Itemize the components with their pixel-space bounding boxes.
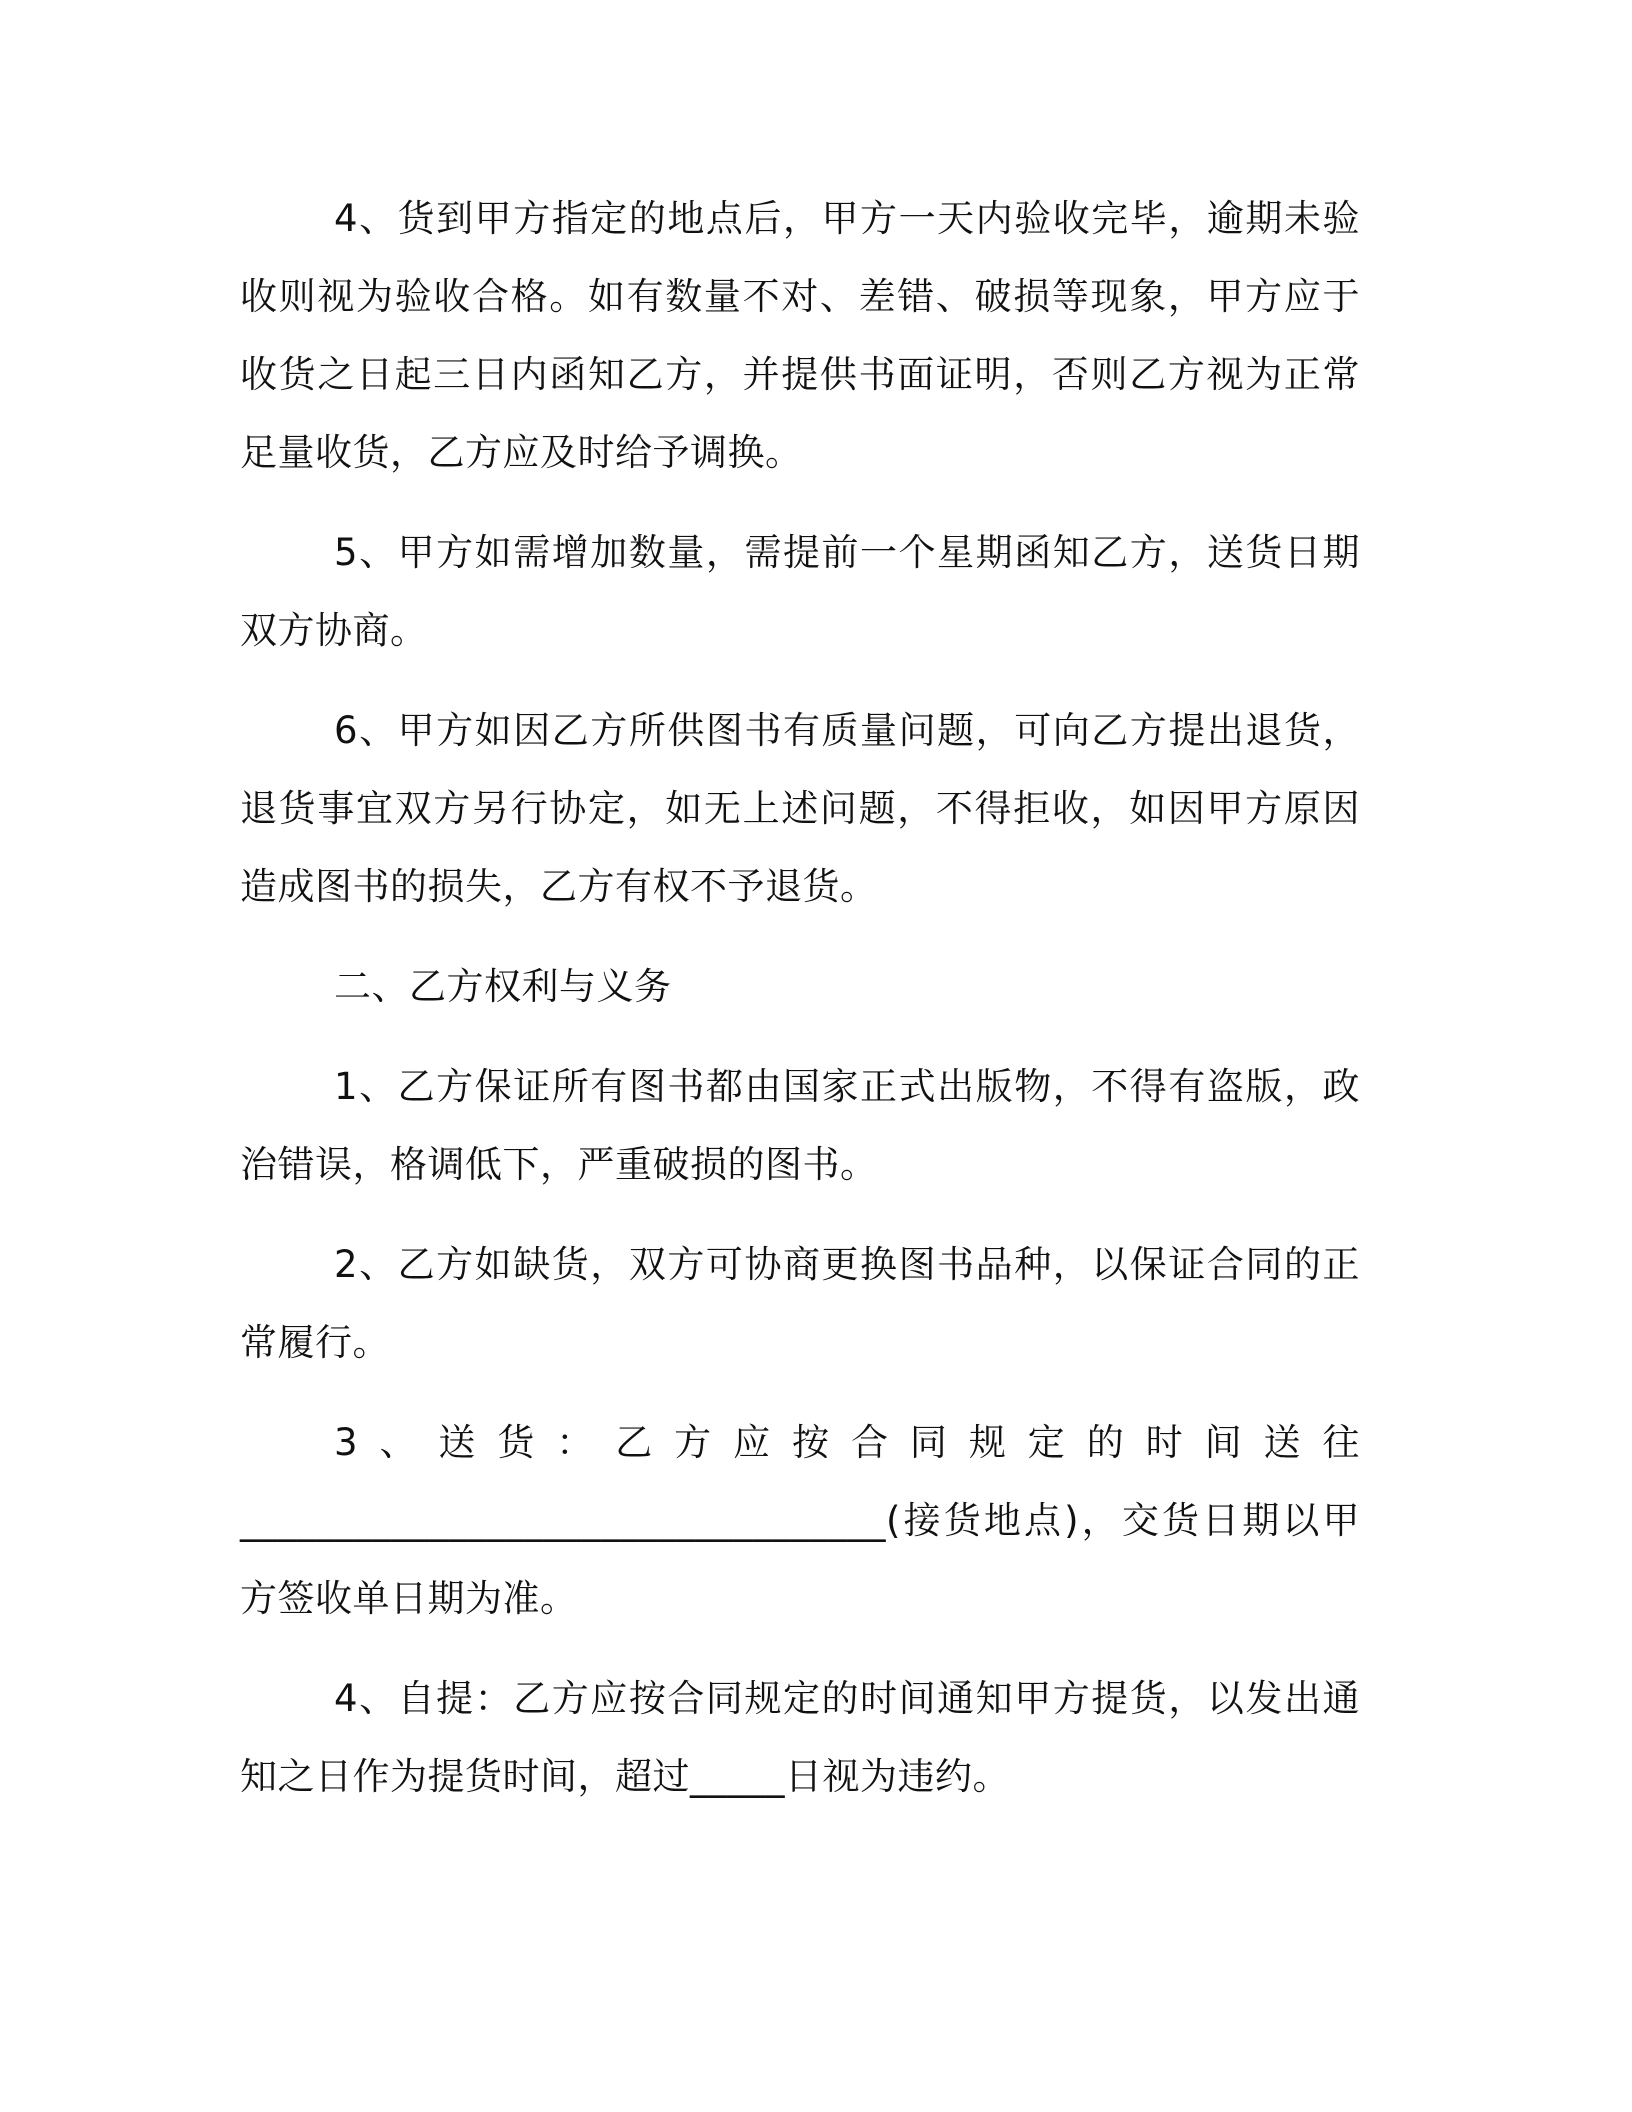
- clause-a5-quantity-increase: 5、甲方如需增加数量，需提前一个星期函知乙方，送货日期双方协商。: [240, 531, 1360, 652]
- section-heading-party-b: 二、乙方权利与义务: [334, 965, 672, 1008]
- clause-a6-returns: 6、甲方如因乙方所供图书有质量问题，可向乙方提出退货，退货事宜双方另行协定，如无上述问题，不得拒收，如因甲方原因造成图书的损失，乙方有权不予退货。: [240, 709, 1360, 908]
- clause-b2-stock-shortage: 2、乙方如缺货，双方可协商更换图书品种，以保证合同的正常履行。: [240, 1243, 1360, 1364]
- clause-b4-self-pickup: 4、自提：乙方应按合同规定的时间通知甲方提货，以发出通知之日作为提货时间，超过_____日视为违约。: [240, 1677, 1360, 1798]
- clause-b3-delivery: 3、送货：乙方应按合同规定的时间送往__________________________________(接货地点)，交货日期以甲方签收单日期为准。: [240, 1421, 1360, 1620]
- clause-a4-inspection: 4、货到甲方指定的地点后，甲方一天内验收完毕，逾期未验收则视为验收合格。如有数量不对、差错、破损等现象，甲方应于收货之日起三日内函知乙方，并提供书面证明，否则乙方视为正常足量收货，乙方应及时给予调换。: [240, 197, 1360, 474]
- clause-b1-legitimacy: 1、乙方保证所有图书都由国家正式出版物，不得有盗版，政治错误，格调低下，严重破损的图书。: [240, 1065, 1360, 1186]
- document-page: [240, 180, 1360, 1838]
